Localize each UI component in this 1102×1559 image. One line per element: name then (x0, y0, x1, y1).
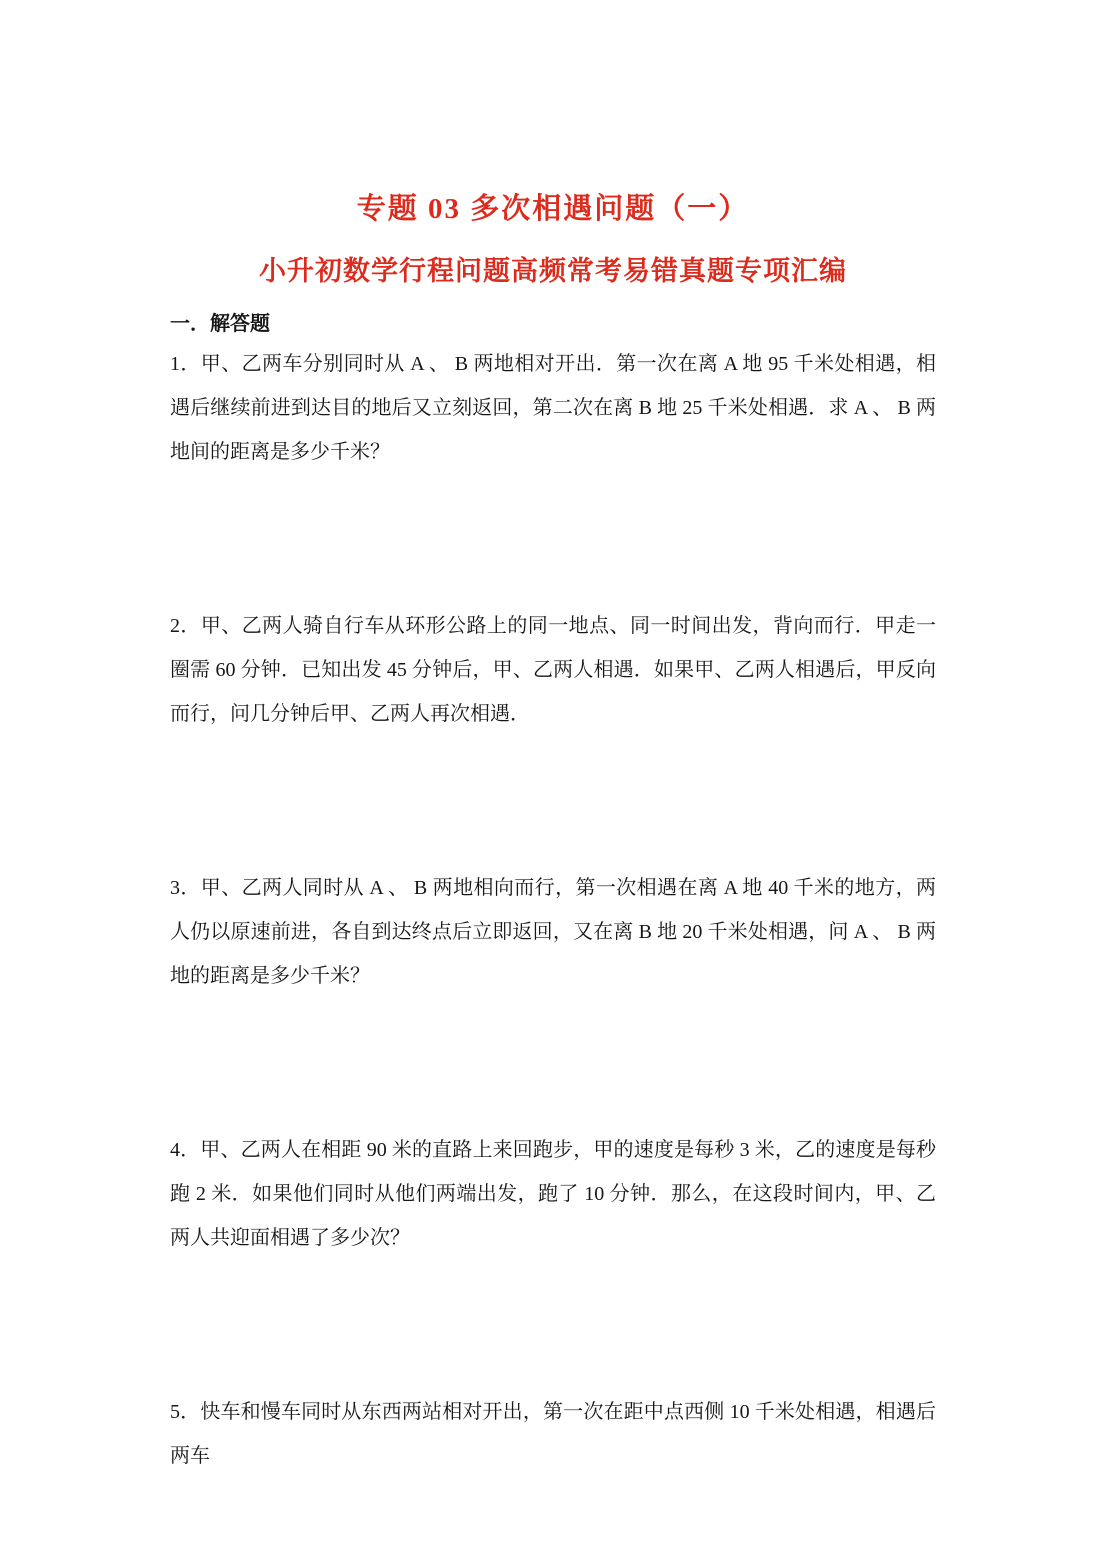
section-heading: 一．解答题 (170, 313, 270, 335)
page-subtitle: 小升初数学行程问题高频常考易错真题专项汇编 (259, 256, 847, 286)
problem-item-3: 3．甲、乙两人同时从 A 、 B 两地相向而行，第一次相遇在离 A 地 40 千米的地方，两人仍以原速前进，各自到达终点后立即返回，又在离 B 地 20 千米处相遇，问 A 、 B 两地的距离是多少千米？ (170, 877, 936, 987)
problem-item-2: 2．甲、乙两人骑自行车从环形公路上的同一地点、同一时间出发，背向而行．甲走一圈需 60 分钟．已知出发 45 分钟后，甲、乙两人相遇．如果甲、乙两人相遇后，甲反向而行，问几分钟后甲、乙两人再次相遇． (170, 615, 936, 725)
problem-item-1: 1．甲、乙两车分别同时从 A 、 B 两地相对开出．第一次在离 A 地 95 千米处相遇，相遇后继续前进到达目的地后又立刻返回，第二次在离 B 地 25 千米处相遇．求 A 、 B 两地间的距离是多少千米？ (170, 353, 936, 463)
page-title: 专题 03 多次相遇问题（一） (356, 193, 750, 225)
problem-item-4: 4．甲、乙两人在相距 90 米的直路上来回跑步，甲的速度是每秒 3 米，乙的速度是每秒跑 2 米．如果他们同时从他们两端出发，跑了 10 分钟．那么，在这段时间内，甲、乙两人共迎面相遇了多少次？ (170, 1139, 936, 1249)
problem-item-5: 5．快车和慢车同时从东西两站相对开出，第一次在距中点西侧 10 千米处相遇，相遇后两车 (170, 1401, 936, 1467)
